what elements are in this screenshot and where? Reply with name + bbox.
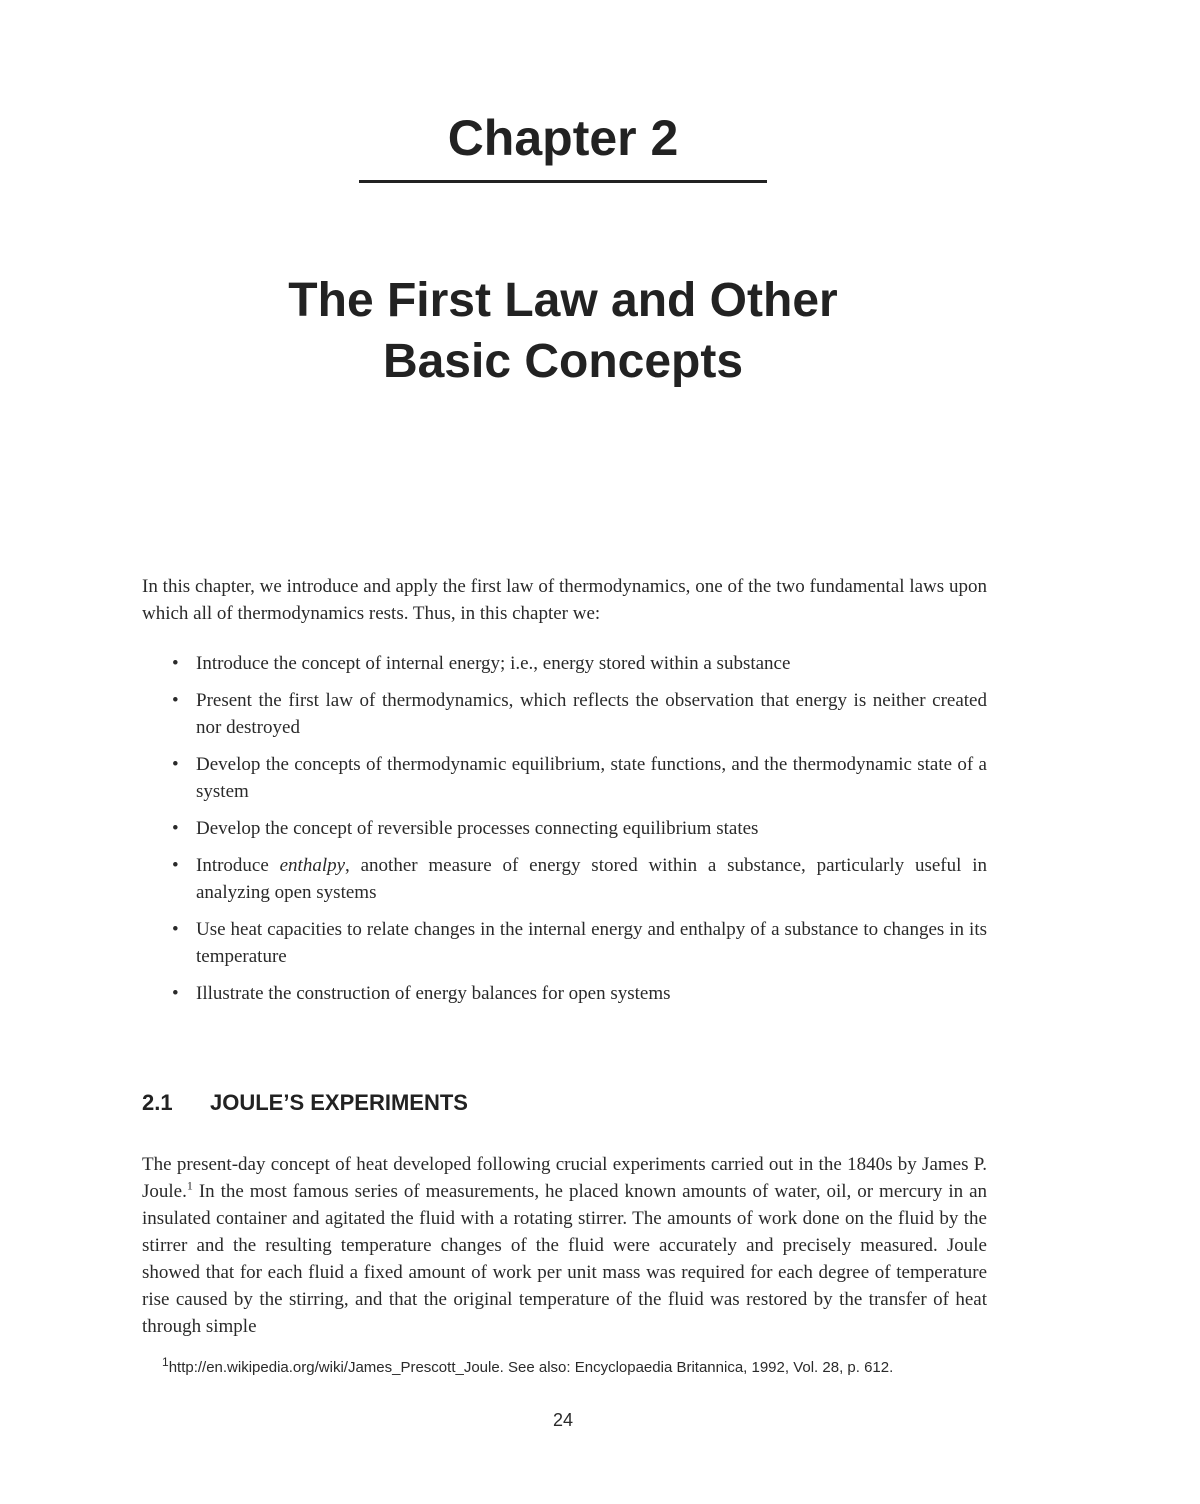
objective-text: Use heat capacities to relate changes in the internal energy and enthalpy of a substance to changes in its temperature bbox=[196, 919, 987, 967]
enthalpy-term: enthalpy bbox=[279, 855, 346, 876]
bullet-icon: • bbox=[172, 855, 179, 876]
page-number: 24 bbox=[552, 1410, 574, 1430]
objective-text: Illustrate the construction of energy balances for open systems bbox=[196, 983, 671, 1004]
objective-item bbox=[172, 815, 987, 842]
section-number: 2.1 bbox=[142, 1090, 173, 1115]
chapter-rule bbox=[359, 180, 767, 183]
section-heading bbox=[142, 1088, 468, 1118]
objective-item bbox=[172, 916, 987, 970]
body-text-part-2: In the most famous series of measurements, he placed known amounts of water, oil, or mercury in an insulated container and agitated the fluid with a rotating stirrer. The amounts of work done on the fluid by the stirrer and the resulting temperature changes of the fluid were accurately and precisely measured. Joule showed that for each fluid a fixed amount of work per unit mass was required for each degree of temperature rise caused by the stirring, and that the original temperature of the fluid was restored by the transfer of heat through simple bbox=[142, 1181, 987, 1337]
objective-item bbox=[172, 650, 987, 677]
objective-text: Develop the concept of reversible processes connecting equilibrium states bbox=[196, 818, 759, 839]
objectives-list bbox=[172, 650, 987, 1017]
objective-text: Develop the concepts of thermodynamic equilibrium, state functions, and the thermodynamic state of a system bbox=[196, 754, 987, 802]
objective-text-before: Introduce bbox=[196, 855, 280, 876]
footnote-text: http://en.wikipedia.org/wiki/James_Prescott_Joule. See also: Encyclopaedia Britannica, 1992, Vol. 28, p. 612. bbox=[168, 1359, 894, 1376]
objective-item bbox=[172, 751, 987, 805]
objective-text: Present the first law of thermodynamics, which reflects the observation that energy is neither created nor destroyed bbox=[196, 690, 987, 738]
footnote-mark: 1 bbox=[162, 1355, 169, 1369]
section-title: JOULE’S EXPERIMENTS bbox=[210, 1090, 468, 1115]
bullet-icon: • bbox=[172, 919, 179, 940]
objective-text: Introduce the concept of internal energy; i.e., energy stored within a substance bbox=[196, 653, 791, 674]
objective-item bbox=[172, 687, 987, 741]
bullet-icon: • bbox=[172, 754, 179, 775]
chapter-label: Chapter 2 bbox=[447, 110, 679, 166]
objective-item bbox=[172, 852, 987, 906]
body-text-part-1: The present-day concept of heat developed following crucial experiments carried out in the 1840s by James P. Joule. bbox=[142, 1154, 987, 1202]
chapter-title-line-2: Basic Concepts bbox=[382, 335, 744, 388]
objective-item bbox=[172, 980, 987, 1007]
chapter-title bbox=[0, 270, 1126, 392]
objective-text-after: , another measure of energy stored within a substance, particularly useful in analyzing open systems bbox=[196, 855, 987, 903]
bullet-icon: • bbox=[172, 690, 179, 711]
bullet-icon: • bbox=[172, 653, 179, 674]
objective-text bbox=[196, 855, 987, 903]
intro-paragraph: In this chapter, we introduce and apply the first law of thermodynamics, one of the two fundamental laws upon which all of thermodynamics rests. Thus, in this chapter we: bbox=[142, 576, 987, 624]
bullet-icon: • bbox=[172, 983, 179, 1004]
chapter-title-line-1: The First Law and Other bbox=[288, 274, 838, 327]
body-paragraph bbox=[142, 1151, 987, 1340]
bullet-icon: • bbox=[172, 818, 179, 839]
footnote bbox=[162, 1357, 1002, 1379]
footnote-reference[interactable]: 1 bbox=[186, 1178, 193, 1193]
